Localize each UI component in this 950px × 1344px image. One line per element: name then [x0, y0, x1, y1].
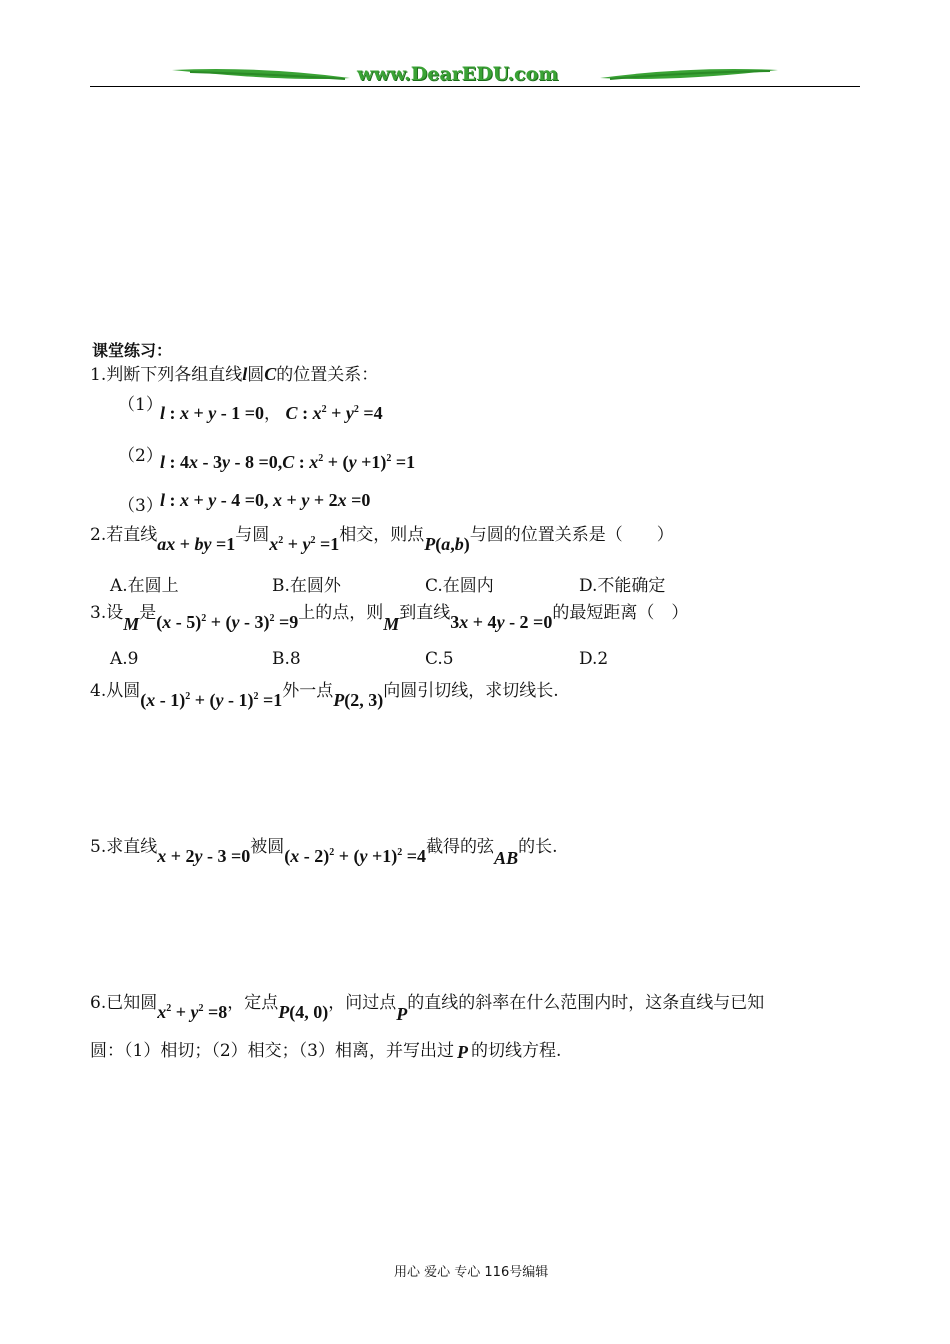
question-3-stem: 3.设M是(x - 5)$^2$ + (y - 3)$^2$ =9上的点，则M到直线3x + 4y - 2 =0的最短距离（ ）: [90, 603, 689, 634]
section-title: 课堂练习：: [92, 341, 173, 360]
question-2-stem: 2.若直线ax + by =1与圆$x^2 + y^2 =1$相交，则点P(a,b)与圆的位置关系是（ ）: [90, 525, 674, 554]
question-1-stem: 1.判断下列各组直线l圆C的位置关系：: [90, 364, 379, 385]
question-3-option-d[interactable]: D.2: [579, 649, 609, 669]
question-1-item-1-formula: l : x + y - 1 =0， C : $x^2 + y^2 =4$: [160, 403, 383, 423]
question-1-item-3-label: （3）: [118, 496, 163, 516]
question-2-option-b[interactable]: B.在圆外: [272, 576, 341, 596]
header-rule: [90, 86, 860, 87]
question-6-stem-line-1: 6.已知圆$x^2 + y^2 =8$，定点P(4, 0)，问过点P的直线的斜率在什么范围内时，这条直线与已知: [90, 993, 765, 1024]
question-3-option-a[interactable]: A.9: [110, 649, 139, 669]
question-2-option-c[interactable]: C.在圆内: [425, 576, 494, 596]
brand-logo-text[interactable]: www.DearEDU.com: [357, 63, 559, 85]
question-1-item-2-formula: l : 4x - 3y - 8 =0,C : $x^2 + (y +1)^2 =1$: [160, 452, 416, 472]
page-footer: 用心 爱心 专心 116号编辑: [394, 1265, 549, 1280]
question-6-stem-line-2: 圆：（1）相切；（2）相交；（3）相离，并写出过 P 的切线方程.: [90, 1041, 562, 1062]
question-1-item-1-label: （1）: [118, 395, 163, 415]
question-3-option-b[interactable]: B.8: [272, 649, 301, 669]
question-4-stem: 4.从圆(x - 1)$^2$ + (y - 1)$^2$ =1外一点P(2, 3)向圆引切线，求切线长.: [90, 681, 559, 710]
question-2-option-a[interactable]: A.在圆上: [110, 576, 179, 596]
question-2-option-d[interactable]: D.不能确定: [579, 576, 666, 596]
question-3-option-c[interactable]: C.5: [425, 649, 454, 669]
question-1-item-2-label: （2）: [118, 446, 163, 466]
question-5-stem: 5.求直线x + 2y - 3 =0被圆$(x - 2)^2 + (y +1)^2 =4$截得的弦AB的长.: [90, 837, 558, 868]
question-1-item-3-formula: l : x + y - 4 =0, x + y + 2x =0: [160, 490, 371, 510]
